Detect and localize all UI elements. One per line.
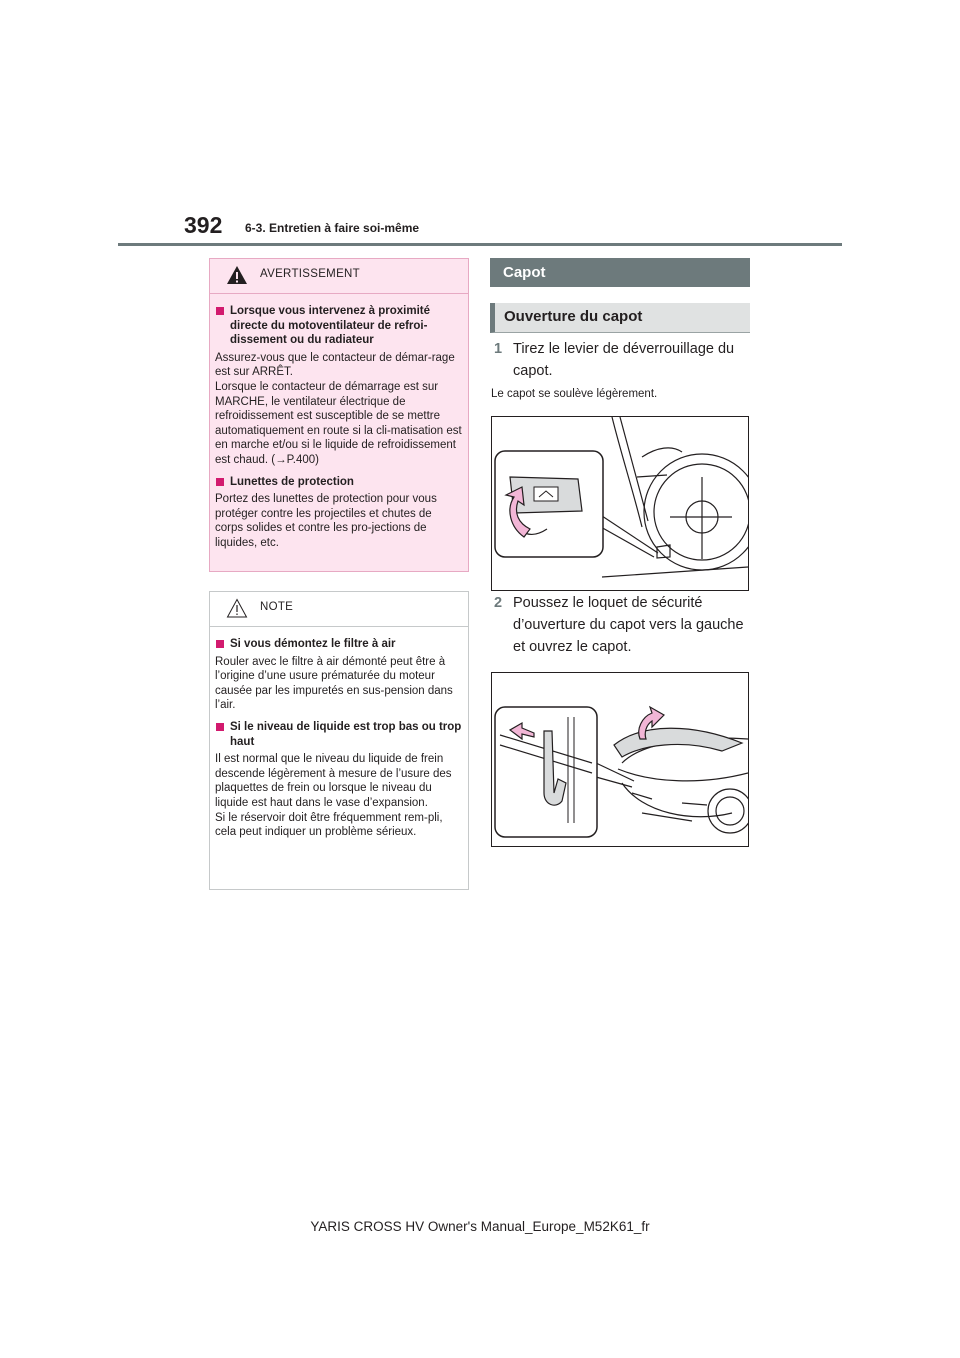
- header-rule: [118, 243, 842, 246]
- note-item-text: Il est normal que le niveau du liquide de frein descende légèrement à mesure de l’usure des plaquettes de frein ou lorsque le niveau du liquide est haut dans le vase d’expansion. Si le réservoir doit être fréquemment rem-pli, cela peut indiquer un problème sérieux.: [215, 753, 452, 839]
- section-title: 6-3. Entretien à faire soi-même: [245, 221, 420, 235]
- square-bullet-icon: [216, 478, 224, 486]
- car-hood-drawing: [492, 673, 748, 846]
- note-label: NOTE: [260, 601, 294, 613]
- note-item-title: Si le niveau de liquide est trop bas ou trop haut: [215, 720, 463, 749]
- dashboard-lever-drawing: [492, 417, 748, 590]
- hood-safety-latch-illustration: [491, 672, 749, 847]
- square-bullet-icon: [216, 723, 224, 731]
- warning-item-text: Assurez-vous que le contacteur de démar-rage est sur ARRÊT. Lorsque le contacteur de démarrage est sur MARCHE, le ventilateur électrique de refroidissement est susceptible de se mettre automatiquement en route si la cli-matisation est en marche et/ou si le liquide de refroidissement est chaud. (→P.400): [215, 351, 462, 466]
- step-2: [494, 592, 748, 658]
- step-1-note: Le capot se soulève légèrement.: [491, 388, 658, 400]
- warning-triangle-icon: [226, 265, 248, 285]
- step-number: 1: [494, 341, 503, 357]
- step-1: [494, 338, 748, 382]
- page-number: 392: [184, 212, 223, 238]
- step-number: 2: [494, 595, 503, 611]
- warning-item-title: Lorsque vous intervenez à proximité directe du motoventilateur de refroi-dissement ou du radiateur: [215, 304, 463, 348]
- step-text: Tirez le levier de déverrouillage du capot.: [513, 341, 735, 379]
- square-bullet-icon: [216, 640, 224, 648]
- capot-heading: Capot: [490, 258, 750, 287]
- note-item-title: Si vous démontez le filtre à air: [215, 637, 463, 652]
- warning-header: [210, 259, 468, 294]
- note-item-text: Rouler avec le filtre à air démonté peut être à l’origine d’une usure prématurée du moteur causée par les impuretés en sus-pension dans l’air.: [215, 655, 453, 712]
- hood-release-lever-illustration: [491, 416, 749, 591]
- warning-item-title: Lunettes de protection: [215, 475, 463, 490]
- warning-item-text: Portez des lunettes de protection pour vous protéger contre les projectiles et chutes de corps solides et contre les pro-jections de liquides, etc.: [215, 493, 437, 549]
- step-text: Poussez le loquet de sécurité d’ouverture du capot vers la gauche et ouvrez le capot.: [513, 595, 744, 655]
- footer-manual-id: YARIS CROSS HV Owner's Manual_Europe_M52K61_fr: [310, 1219, 650, 1234]
- warning-label: AVERTISSEMENT: [260, 268, 360, 280]
- hood-opening-subheading: Ouverture du capot: [490, 303, 750, 333]
- note-header: [210, 592, 468, 627]
- warning-panel: [209, 258, 469, 572]
- square-bullet-icon: [216, 307, 224, 315]
- caution-triangle-icon: [226, 598, 248, 618]
- note-panel: [209, 591, 469, 890]
